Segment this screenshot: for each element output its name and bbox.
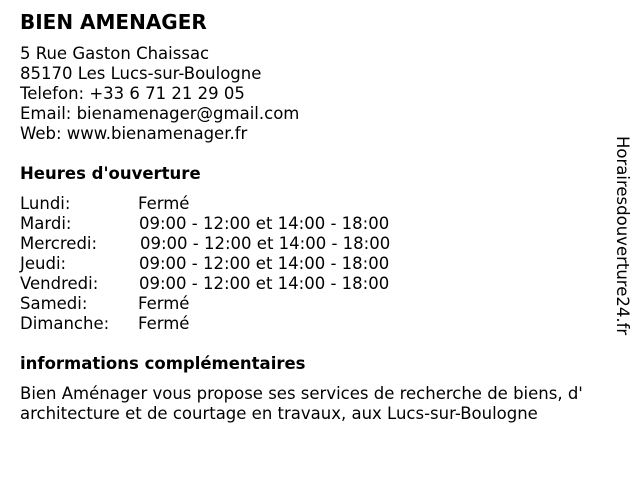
phone-number[interactable]: Telefon: +33 6 71 21 29 05	[20, 84, 245, 103]
business-name: BIEN AMENAGER	[20, 10, 207, 34]
additional-info-line: Bien Aménager vous propose ses services de recherche de biens, d'	[20, 384, 583, 403]
additional-info-line: architecture et de courtage en travaux, aux Lucs-sur-Boulogne	[20, 404, 538, 423]
email-address[interactable]: Email: bienamenager@gmail.com	[20, 104, 300, 123]
opening-hours-heading: Heures d'ouverture	[20, 164, 201, 183]
day-hours: 09:00 - 12:00 et 14:00 - 18:00	[139, 274, 390, 293]
address-street: 5 Rue Gaston Chaissac	[20, 44, 210, 63]
day-label: Vendredi:	[20, 274, 99, 293]
day-label: Jeudi:	[20, 254, 67, 273]
watermark-site-name: Horairesdouverture24.fr	[613, 136, 632, 336]
day-hours: Fermé	[138, 314, 190, 333]
address-city: 85170 Les Lucs-sur-Boulogne	[20, 64, 262, 83]
additional-info-heading: informations complémentaires	[20, 354, 306, 373]
day-label: Mercredi:	[20, 234, 98, 253]
day-hours: 09:00 - 12:00 et 14:00 - 18:00	[139, 254, 390, 273]
website-url[interactable]: Web: www.bienamenager.fr	[20, 124, 248, 143]
day-hours: Fermé	[138, 294, 190, 313]
day-label: Mardi:	[20, 214, 72, 233]
day-label: Samedi:	[20, 294, 88, 313]
day-label: Dimanche:	[20, 314, 110, 333]
day-label: Lundi:	[20, 194, 71, 213]
day-hours: 09:00 - 12:00 et 14:00 - 18:00	[139, 214, 390, 233]
day-hours: Fermé	[138, 194, 190, 213]
day-hours: 09:00 - 12:00 et 14:00 - 18:00	[140, 234, 391, 253]
